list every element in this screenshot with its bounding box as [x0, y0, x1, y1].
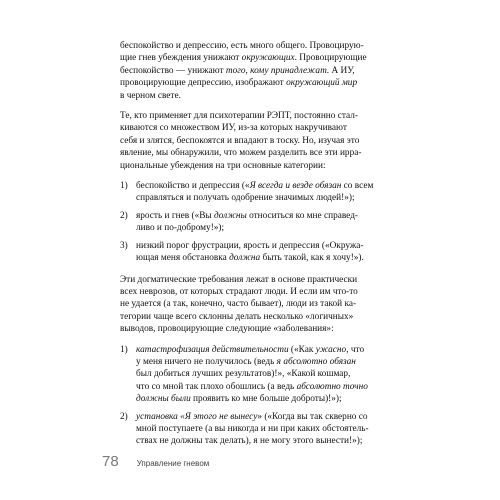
italic-text: катастрофизация действительности [136, 344, 289, 355]
text-line: . А ИУ, [326, 65, 355, 76]
text-line: быть такой, как я хочу!»). [260, 253, 364, 264]
list-number: 2) [120, 210, 128, 221]
category-list [120, 180, 400, 264]
text-line: ярость и гнев («Вы [136, 210, 215, 221]
text-line: был добиться лучших результатов)!», «Какой кошмар, [136, 369, 351, 380]
page-footer [102, 453, 402, 470]
text-line: » («Когда вы так скверно со [257, 411, 368, 422]
list-item [120, 344, 400, 406]
italic-text: абсолютно точно [296, 381, 368, 392]
page-number: 78 [102, 453, 119, 470]
text-line: ствах не должны так делать), я не могу этого вынести!»); [136, 436, 363, 447]
paragraph-1 [120, 40, 400, 102]
text-line: справляться и получать одобрение значимых людей!»); [136, 193, 355, 204]
text-line: себя и злятся, беспокоятся и впадают в тоску. Но, изучая это [120, 135, 360, 146]
italic-text: окружающий мир [286, 78, 358, 89]
text-line: провоцирующие депрессию, изображают [120, 78, 287, 89]
text-line: щие гнев убеждения унижают [120, 53, 242, 64]
text-line: мной поступаете (а вы никогда и ни при каких обстоятель- [136, 423, 369, 434]
text-line: киваются со множеством ИУ, из-за которых накручивают [120, 123, 347, 134]
italic-text: должны [214, 210, 247, 221]
text-line: не удается (а так, конечно, часто бывает), люди из такой ка- [120, 299, 357, 310]
text-line: в черном свете. [120, 90, 181, 101]
text-line: ливо и по-доброму!»); [136, 223, 225, 234]
text-line: ющая меня обстановка [136, 253, 230, 264]
running-title: Управление гневом [136, 459, 210, 468]
italic-text: ужасно [315, 344, 347, 355]
list-item [120, 240, 400, 265]
italic-text: Я всегда и везде обязан [249, 181, 342, 192]
text-line: циональные убеждения на три основные категории: [120, 160, 326, 171]
paragraph-3 [120, 274, 400, 336]
text-line: беспокойство — унижают [120, 65, 226, 76]
text-line: у меня ничего не получилось (ведь [136, 356, 277, 367]
body-text [120, 40, 400, 453]
list-number: 2) [120, 411, 128, 422]
text-line: проявить ко мне больше доброты)!»); [190, 394, 342, 405]
italic-text: того, кому принадлежат [225, 65, 327, 76]
text-line: выводов, провоцирующие следующие «заболевания»: [120, 324, 334, 335]
paragraph-2 [120, 110, 400, 172]
text-line: («Как [288, 344, 316, 355]
italic-text: должны были [136, 394, 191, 405]
italic-text: окружающих [241, 53, 295, 64]
text-line: низкий порог фрустрации, ярость и депрессия («Окружа- [136, 240, 364, 251]
text-line: Те, кто применяет для психотерапии РЭПТ, постоянно стал- [120, 111, 358, 122]
text-line: беспокойство и депрессию, есть много общего. Провоцирую- [120, 41, 364, 51]
italic-text: должна [229, 253, 261, 264]
text-line: явление, мы обнаружили, что можем разделить все эти ирра- [120, 148, 362, 159]
list-item [120, 411, 400, 448]
text-line: Эти догматические требования лежат в основе практически [120, 274, 358, 285]
text-line: , что [346, 344, 365, 355]
text-line: всех неврозов, от которых страдают люди. И если им что-то [120, 286, 358, 297]
text-line: относиться ко мне справед- [246, 210, 359, 221]
list-number: 1) [120, 181, 128, 192]
italic-text: Я этого не вынесу [184, 411, 258, 422]
list-item [120, 180, 400, 205]
conclusion-list [120, 344, 400, 448]
list-number: 3) [120, 240, 128, 251]
text-line: . Провоцирующие [294, 53, 367, 64]
list-number: 1) [120, 344, 128, 355]
italic-text: установка « [136, 411, 185, 422]
italic-text: я абсолютно обязан [276, 356, 356, 367]
text-line: тегории чаще всего склонны делать несколько «логичных» [120, 311, 354, 322]
text-line: со всем [341, 181, 374, 192]
text-line: беспокойство и депрессия (« [136, 181, 250, 192]
text-line: что со мной так плохо обошлись (а ведь [136, 381, 297, 392]
list-item [120, 210, 400, 235]
